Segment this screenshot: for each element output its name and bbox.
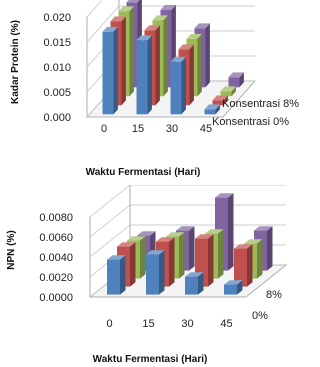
x-tick-label: 15 — [142, 318, 155, 330]
y-tick-label: 0.020 — [43, 12, 71, 24]
x-tick-label: 45 — [199, 123, 213, 135]
bar-side — [156, 25, 160, 105]
bar-front — [229, 77, 240, 87]
bars-layer — [107, 193, 273, 294]
y-axis-title: NPN (%) — [6, 230, 17, 270]
bar-side — [140, 236, 146, 278]
bar — [185, 272, 204, 294]
bar-side — [179, 232, 185, 278]
bar-side — [189, 226, 195, 270]
x-tick-label: 0 — [100, 123, 108, 135]
x-tick-label: 45 — [220, 318, 233, 330]
bar — [107, 255, 126, 294]
depth-label-back: 8% — [266, 289, 282, 301]
y-tick-label: 0.015 — [43, 37, 71, 49]
y-tick-label: 0.010 — [43, 62, 71, 74]
bar-side — [228, 193, 234, 270]
y-tick-label: 0.0040 — [39, 252, 73, 264]
bar-side — [206, 23, 210, 87]
bar-side — [130, 6, 134, 96]
bar-front — [107, 260, 120, 295]
depth-label-back: Konsentrasi 8% — [222, 98, 300, 110]
bar-side — [247, 244, 253, 286]
y-tick-label: 0.0020 — [39, 272, 73, 284]
bar-front — [224, 285, 237, 295]
y-tick-label: 0.005 — [43, 87, 71, 99]
bar-side — [198, 34, 202, 96]
bar-front — [171, 62, 182, 115]
bar-side — [190, 44, 194, 105]
ytick-layer — [39, 212, 73, 304]
xtick-layer — [101, 123, 212, 135]
x-axis-title: Waktu Fermentasi (Hari) — [85, 167, 201, 178]
bar-side — [120, 255, 126, 294]
bar-side — [164, 15, 168, 96]
y-tick-label: 0.000 — [43, 112, 71, 124]
bar-side — [130, 242, 136, 286]
ytick-layer — [43, 12, 71, 124]
bar — [103, 27, 118, 114]
xtick-layer — [106, 318, 232, 330]
bar-front — [137, 40, 148, 114]
bar-side — [182, 57, 186, 114]
x-tick-label: 30 — [181, 318, 194, 330]
bar-side — [148, 35, 152, 114]
bar-front — [205, 109, 216, 114]
bar-side — [218, 229, 224, 278]
bar — [171, 57, 186, 114]
bar — [137, 35, 152, 114]
bar-side — [208, 234, 214, 286]
x-axis-title: Waktu Fermentasi (Hari) — [92, 354, 208, 365]
bar-side — [159, 250, 165, 294]
depth-label-front: Konsentrasi 0% — [212, 116, 290, 128]
gridline — [90, 185, 286, 217]
bar-front — [103, 32, 114, 115]
y-tick-label: 0.0060 — [39, 232, 73, 244]
bar-side — [114, 27, 118, 114]
npn-chart — [0, 185, 310, 367]
protein-chart — [0, 0, 310, 185]
x-tick-label: 15 — [131, 123, 145, 135]
bar-front — [185, 277, 198, 295]
bar-side — [257, 239, 263, 278]
depth-label-front: 0% — [252, 310, 268, 322]
bar — [146, 250, 165, 294]
bar-side — [169, 237, 175, 286]
y-tick-label: 0.0080 — [39, 212, 73, 224]
bar-front — [146, 255, 159, 295]
x-tick-label: 0 — [106, 318, 113, 330]
y-tick-label: 0.0000 — [39, 292, 73, 304]
x-tick-label: 30 — [165, 123, 179, 135]
bar-side — [267, 226, 273, 270]
bar-side — [122, 16, 126, 105]
y-axis-title: Kadar Protein (%) — [10, 20, 21, 104]
